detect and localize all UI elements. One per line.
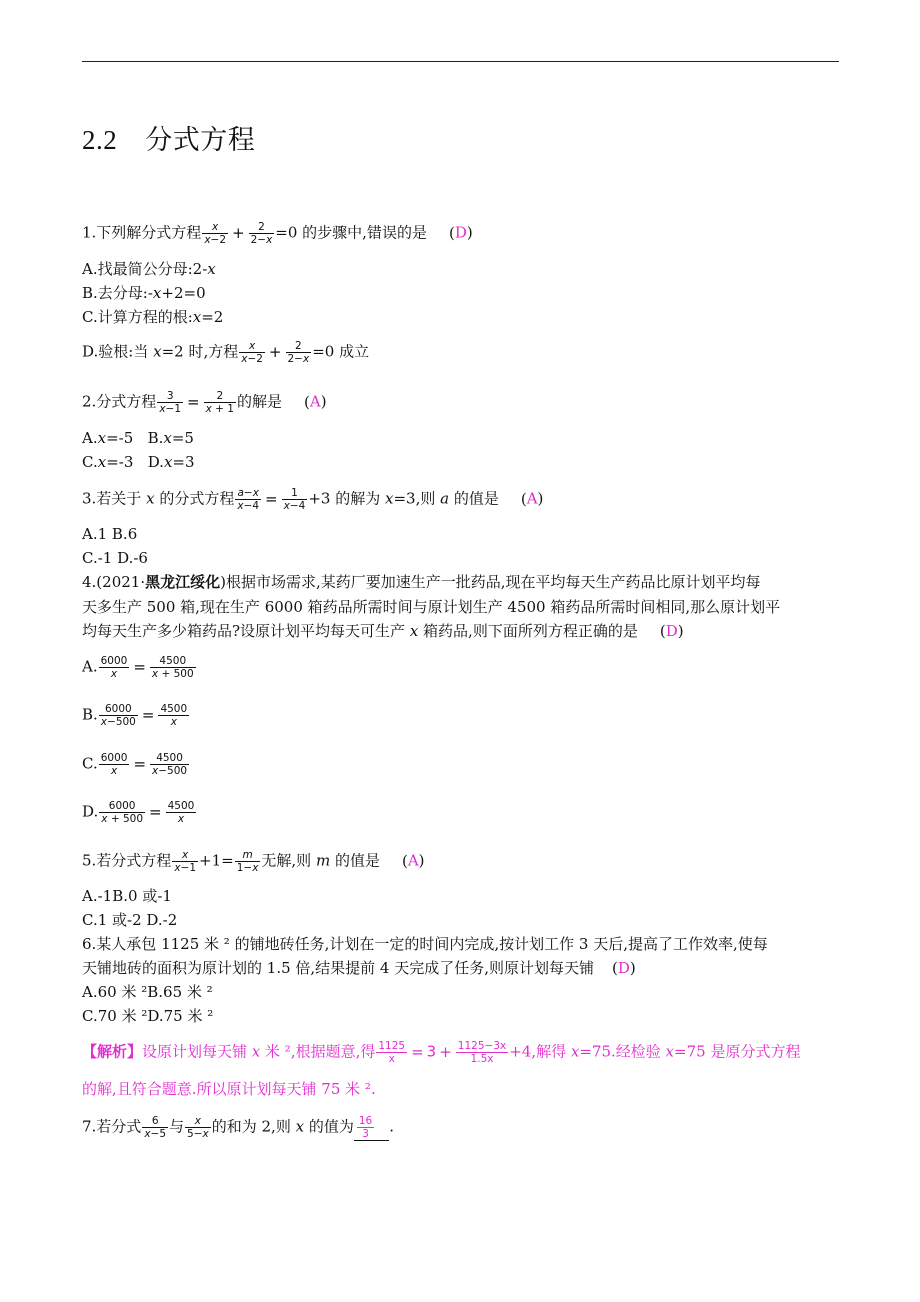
question-2: 2.分式方程 $\frac{3}{x-1}$ = $\frac{2}{x + 1}$ 的解是 (A) bbox=[82, 390, 327, 415]
answer-3: A bbox=[526, 489, 538, 508]
q3-options-row-2: C.-1 D.-6 bbox=[82, 549, 148, 567]
q4-option-a: A. $\frac{6000}{x}$ = $\frac{4500}{x + 500}$ bbox=[82, 655, 194, 680]
section-name: 分式方程 bbox=[145, 125, 256, 156]
analysis-tag: 【解析】 bbox=[82, 1042, 143, 1061]
q6-analysis-line-2: 的解,且符合题意.所以原计划每天铺 75 米 ². bbox=[82, 1080, 376, 1098]
q1-option-d: D.验根:当 x=2 时,方程 $\frac{x}{x-2}$ + $\frac{2}{2-x}$ =0 成立 bbox=[82, 340, 370, 365]
q1-option-c: C.计算方程的根:x=2 bbox=[82, 308, 224, 326]
question-7: 7.若分式 $\frac{6}{x-5}$ 与 $\frac{x}{5-x}$ 的和为 2,则 x 的值为 $\frac{16}{3}$ . bbox=[82, 1115, 394, 1140]
q5-options-row-2: C.1 或-2 D.-2 bbox=[82, 911, 178, 929]
q3-options-row-1: A.1 B.6 bbox=[82, 525, 138, 543]
question-4-line-1: 4.(2021·黑龙江绥化)根据市场需求,某药厂要加速生产一批药品,现在平均每天生产药品比原计划平均每 bbox=[82, 573, 761, 591]
q1-option-b: B.去分母:-x+2=0 bbox=[82, 284, 206, 302]
q6-options-row-1: A.60 米 ²B.65 米 ² bbox=[82, 983, 213, 1001]
fraction: $\frac{2}{2-x}$ bbox=[250, 221, 273, 246]
answer-5: A bbox=[407, 851, 419, 870]
question-6-line-1: 6.某人承包 1125 米 ² 的铺地砖任务,计划在一定的时间内完成,按计划工作 3 天后,提高了工作效率,使每 bbox=[82, 935, 768, 953]
answer-6: D bbox=[617, 959, 630, 977]
section-title bbox=[82, 118, 255, 157]
question-4-line-2: 天多生产 500 箱,现在生产 6000 箱药品所需时间与原计划生产 4500 箱药品所需时间相同,那么原计划平 bbox=[82, 598, 781, 616]
question-6-line-2: 天铺地砖的面积为原计划的 1.5 倍,结果提前 4 天完成了任务,则原计划每天铺 (D) bbox=[82, 959, 636, 977]
answer-7-blank: $\frac{16}{3}$ bbox=[354, 1115, 389, 1141]
q2-options-row-1: A.x=-5 B.x=5 bbox=[82, 429, 194, 447]
question-3: 3.若关于 x 的分式方程 $\frac{a-x}{x-4}$ = $\frac{1}{x-4}$ +3 的解为 x=3,则 a 的值是 (A) bbox=[82, 487, 544, 512]
q4-option-c: C. $\frac{6000}{x}$ = $\frac{4500}{x-500}$ bbox=[82, 752, 188, 777]
question-1: 1.下列解分式方程 $\frac{x}{x-2}$ + $\frac{2}{2-x}$ =0 的步骤中,错误的是 (D) bbox=[82, 221, 473, 246]
q4-option-b: B. $\frac{6000}{x-500}$ = $\frac{4500}{x}$ bbox=[82, 703, 188, 728]
q1-option-a: A.找最简公分母:2-x bbox=[82, 260, 216, 278]
section-number: 2.2 bbox=[82, 125, 118, 155]
answer-4: D bbox=[665, 622, 678, 640]
q5-options-row-1: A.-1B.0 或-1 bbox=[82, 887, 172, 905]
answer-1: D bbox=[454, 223, 467, 242]
source-region: 黑龙江绥化 bbox=[145, 573, 221, 591]
q2-options-row-2: C.x=-3 D.x=3 bbox=[82, 453, 195, 471]
q4-option-d: D. $\frac{6000}{x + 500}$ = $\frac{4500}{x}$ bbox=[82, 800, 195, 825]
question-4-line-3: 均每天生产多少箱药品?设原计划平均每天可生产 x 箱药品,则下面所列方程正确的是 (D) bbox=[82, 622, 684, 640]
answer-2: A bbox=[309, 392, 321, 411]
question-5: 5.若分式方程 $\frac{x}{x-1}$ +1= $\frac{m}{1-x}$ 无解,则 m 的值是 (A) bbox=[82, 849, 425, 874]
q6-options-row-2: C.70 米 ²D.75 米 ² bbox=[82, 1007, 214, 1025]
top-rule bbox=[82, 61, 839, 62]
fraction: $\frac{x}{x-2}$ bbox=[204, 221, 227, 246]
q6-analysis-line-1: 【解析】设原计划每天铺 x 米 ²,根据题意,得 $\frac{1125}{x}$ = 3 + $\frac{1125-3x}{1.5x}$ +4,解得 x=75.经检验 x=75 是原分式方程 bbox=[82, 1040, 801, 1065]
